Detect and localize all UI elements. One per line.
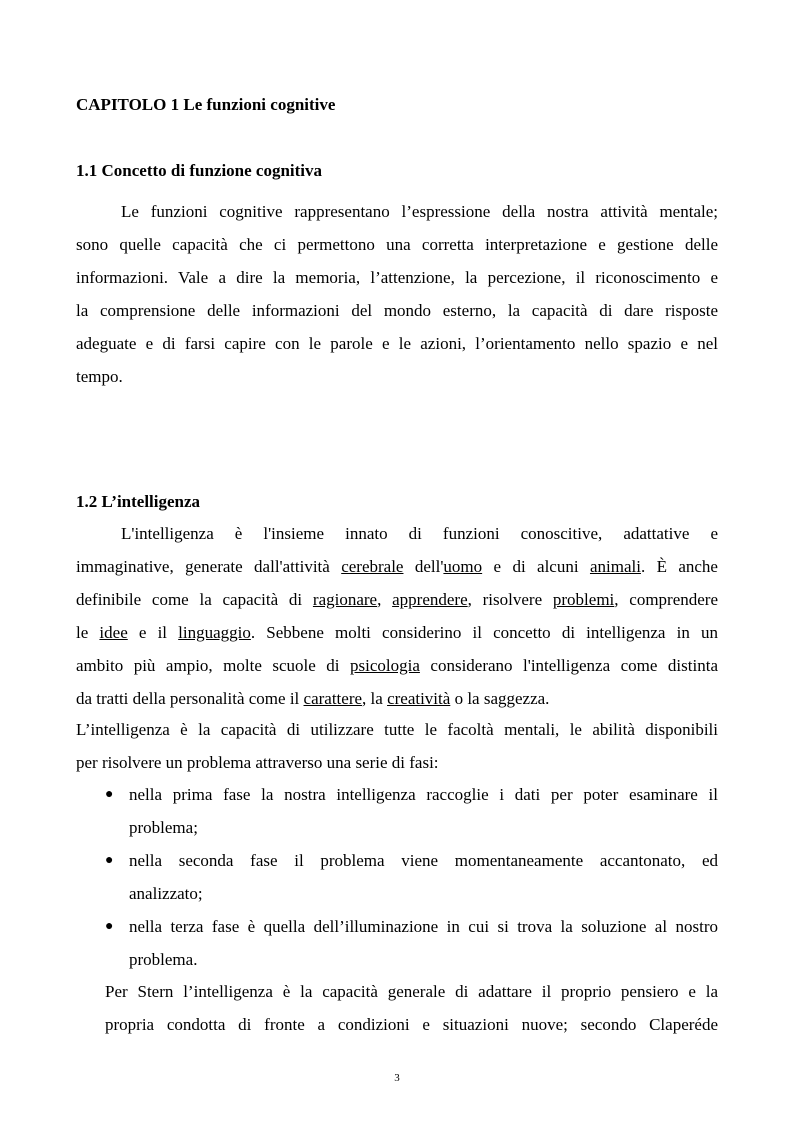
text-line: analizzato; bbox=[129, 884, 203, 903]
chapter-title: CAPITOLO 1 Le funzioni cognitive bbox=[76, 95, 336, 114]
text-line: Per Stern l’intelligenza è la capacità generale di adattare il proprio pensiero e la bbox=[105, 982, 718, 1001]
list-item bbox=[76, 785, 718, 851]
bullet-icon: ● bbox=[105, 919, 114, 934]
text-line: problema. bbox=[129, 950, 198, 969]
link-cerebrale[interactable]: cerebrale bbox=[341, 557, 404, 576]
list-item bbox=[76, 917, 718, 983]
link-ragionare[interactable]: ragionare bbox=[312, 590, 378, 609]
text-line: informazioni. Vale a dire la memoria, l’attenzione, la percezione, il riconoscimento e bbox=[76, 268, 718, 287]
text-line: ambito più ampio, molte scuole di psicologia considerano l'intelligenza come distinta bbox=[76, 656, 718, 675]
link-apprendere[interactable]: apprendere bbox=[392, 590, 468, 609]
section-heading: 1.2 L’intelligenza bbox=[76, 492, 201, 511]
text-line: sono quelle capacità che ci permettono una corretta interpretazione e gestione delle bbox=[76, 235, 718, 254]
page-number: 3 bbox=[394, 1072, 400, 1084]
text-line: Le funzioni cognitive rappresentano l’espressione della nostra attività mentale; bbox=[121, 202, 718, 221]
text-line: L’intelligenza è la capacità di utilizzare tutte le facoltà mentali, le abilità disponibili bbox=[76, 720, 718, 739]
text-line: propria condotta di fronte a condizioni e situazioni nuove; secondo Claperéde bbox=[105, 1015, 718, 1034]
bullet-icon: ● bbox=[105, 853, 114, 868]
text-line: nella terza fase è quella dell’illuminazione in cui si trova la soluzione al nostro bbox=[129, 917, 718, 936]
text-line: definibile come la capacità di ragionare, apprendere, risolvere problemi, comprendere bbox=[76, 590, 719, 609]
text-line: L'intelligenza è l'insieme innato di funzioni conoscitive, adattative e bbox=[121, 524, 718, 543]
link-animali[interactable]: animali bbox=[589, 557, 641, 576]
text-line: adeguate e di farsi capire con le parole e le azioni, l’orientamento nello spazio e nel bbox=[76, 334, 718, 353]
link-linguaggio[interactable]: linguaggio bbox=[178, 623, 251, 642]
link-problemi[interactable]: problemi bbox=[552, 590, 615, 609]
link-creativita[interactable]: creatività bbox=[387, 689, 451, 708]
text-line: nella prima fase la nostra intelligenza raccoglie i dati per poter esaminare il bbox=[129, 785, 718, 804]
text-line: problema; bbox=[129, 818, 198, 837]
link-uomo[interactable]: uomo bbox=[443, 557, 483, 576]
text-line: la comprensione delle informazioni del mondo esterno, la capacità di dare risposte bbox=[76, 301, 718, 320]
link-carattere[interactable]: carattere bbox=[303, 689, 363, 708]
text-line: nella seconda fase il problema viene momentaneamente accantonato, ed bbox=[129, 851, 718, 870]
link-psicologia[interactable]: psicologia bbox=[350, 656, 420, 675]
link-idee[interactable]: idee bbox=[99, 623, 128, 642]
bullet-icon: ● bbox=[105, 787, 114, 802]
list-item bbox=[76, 851, 718, 917]
text-line: le idee e il linguaggio. Sebbene molti considerino il concetto di intelligenza in un bbox=[76, 623, 718, 642]
text-line: tempo. bbox=[76, 367, 123, 386]
text-line: immaginative, generate dall'attività cerebrale dell'uomo e di alcuni animali. È anche bbox=[76, 557, 718, 576]
section-heading: 1.1 Concetto di funzione cognitiva bbox=[76, 161, 323, 180]
text-line: per risolvere un problema attraverso una serie di fasi: bbox=[76, 753, 439, 772]
text-line: da tratti della personalità come il carattere, la creatività o la saggezza. bbox=[76, 689, 550, 708]
